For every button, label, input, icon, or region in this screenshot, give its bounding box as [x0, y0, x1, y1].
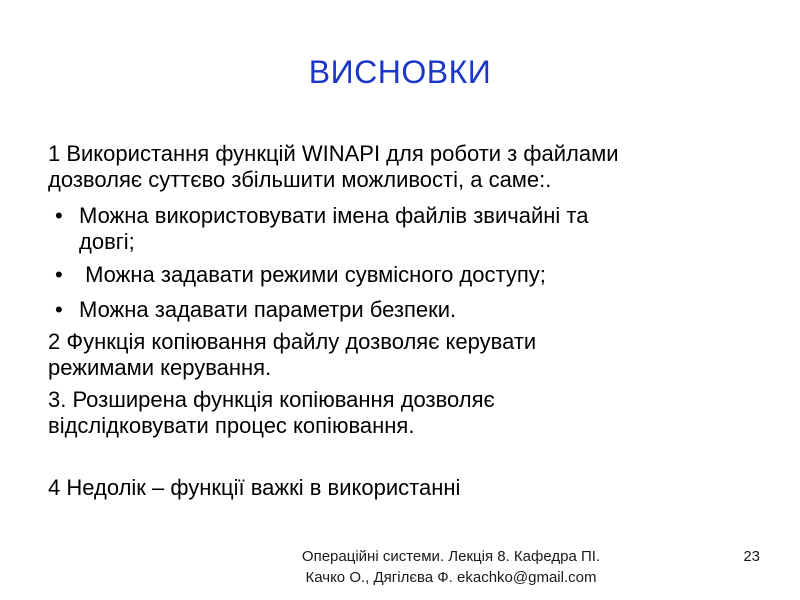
slide-footer — [266, 546, 636, 588]
point-2-line-2: режимами керування. — [48, 355, 272, 380]
point-2-line-1: 2 Функція копіювання файлу дозволяє керувати — [48, 329, 537, 354]
page-number: 23 — [743, 548, 760, 565]
point-1-line-1: 1 Використання функцій WINAPI для роботи з файлами — [48, 141, 619, 166]
bullet-icon: • — [55, 262, 63, 287]
bullet-item-1 — [48, 203, 758, 255]
bullet-icon: • — [55, 297, 63, 322]
point-1-line-2: дозволяє суттєво збільшити можливості, а саме:. — [48, 167, 552, 192]
bullet-item-2 — [48, 262, 758, 288]
point-1 — [48, 141, 758, 193]
point-4: 4 Недолік – функції важкі в використанні — [48, 475, 461, 500]
bullet-item-3 — [48, 297, 758, 323]
slide-body — [48, 141, 758, 501]
bullet-item-1-line-1: Можна використовувати імена файлів звичайні та — [79, 203, 589, 228]
bullet-item-1-line-2: довгі; — [79, 229, 135, 254]
point-3-line-1: 3. Розширена функція копіювання дозволяє — [48, 387, 495, 412]
point-3-line-2: відслідковувати процес копіювання. — [48, 413, 415, 438]
point-3 — [48, 387, 758, 439]
bullet-icon: • — [55, 203, 63, 228]
footer-line-2: Качко О., Дягілєва Ф. ekachko@gmail.com — [305, 569, 597, 586]
point-2 — [48, 329, 758, 381]
bullet-item-3-line-1: Можна задавати параметри безпеки. — [79, 297, 457, 322]
footer-line-1: Операційні системи. Лекція 8. Кафедра ПІ. — [301, 548, 601, 565]
bullet-item-2-line-1: Можна задавати режими сувмісного доступу; — [79, 262, 546, 287]
slide-title: ВИСНОВКИ — [308, 54, 492, 90]
